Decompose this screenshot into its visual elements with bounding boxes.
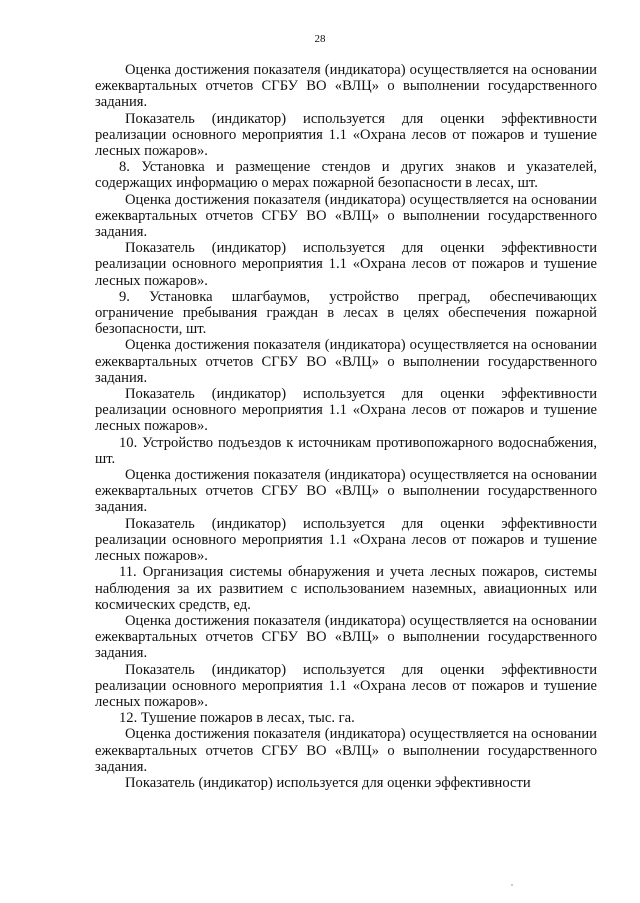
- paragraph: Оценка достижения показателя (индикатора) осуществляется на основании ежеквартальных отчетов СГБУ ВО «ВЛЦ» о выполнении государственного задания.: [95, 726, 597, 775]
- paragraph-heading: 10. Устройство подъездов к источникам противопожарного водоснабжения, шт.: [95, 434, 597, 467]
- paragraph: Показатель (индикатор) используется для оценки эффективности реализации основного мероприятия 1.1 «Охрана лесов от пожаров и тушение лесных пожаров».: [95, 386, 597, 435]
- paragraph-heading: 11. Организация системы обнаружения и учета лесных пожаров, системы наблюдения за их развитием с использованием наземных, авиационных или космических средств, ед.: [95, 564, 597, 613]
- paragraph: Оценка достижения показателя (индикатора) осуществляется на основании ежеквартальных отчетов СГБУ ВО «ВЛЦ» о выполнении государственного задания.: [95, 62, 597, 111]
- scan-speck: [511, 884, 513, 886]
- paragraph-heading: 9. Установка шлагбаумов, устройство преград, обеспечивающих ограничение пребывания граждан в лесах в целях обеспечения пожарной безопасности, шт.: [95, 288, 597, 338]
- paragraph-heading: 12. Тушение пожаров в лесах, тыс. га.: [119, 710, 355, 727]
- paragraph: Оценка достижения показателя (индикатора) осуществляется на основании ежеквартальных отчетов СГБУ ВО «ВЛЦ» о выполнении государственного задания.: [95, 612, 597, 662]
- paragraph: Оценка достижения показателя (индикатора) осуществляется на основании ежеквартальных отчетов СГБУ ВО «ВЛЦ» о выполнении государственного задания.: [95, 191, 597, 241]
- paragraph: Показатель (индикатор) используется для оценки эффективности реализации основного мероприятия 1.1 «Охрана лесов от пожаров и тушение лесных пожаров».: [95, 240, 597, 289]
- paragraph: Показатель (индикатор) используется для оценки эффективности: [125, 774, 531, 791]
- paragraph: Оценка достижения показателя (индикатора) осуществляется на основании ежеквартальных отчетов СГБУ ВО «ВЛЦ» о выполнении государственного задания.: [95, 337, 597, 386]
- paragraph: Показатель (индикатор) используется для оценки эффективности реализации основного мероприятия 1.1 «Охрана лесов от пожаров и тушение лесных пожаров».: [95, 110, 597, 160]
- paragraph: Показатель (индикатор) используется для оценки эффективности реализации основного мероприятия 1.1 «Охрана лесов от пожаров и тушение лесных пожаров».: [95, 515, 597, 565]
- page-number: 28: [314, 33, 326, 45]
- paragraph: Оценка достижения показателя (индикатора) осуществляется на основании ежеквартальных отчетов СГБУ ВО «ВЛЦ» о выполнении государственного задания.: [95, 467, 597, 516]
- document-body: [95, 62, 597, 791]
- paragraph: Показатель (индикатор) используется для оценки эффективности реализации основного мероприятия 1.1 «Охрана лесов от пожаров и тушение лесных пожаров».: [95, 661, 597, 710]
- paragraph-heading: 8. Установка и размещение стендов и других знаков и указателей, содержащих информацию о мерах пожарной безопасности в лесах, шт.: [95, 159, 597, 192]
